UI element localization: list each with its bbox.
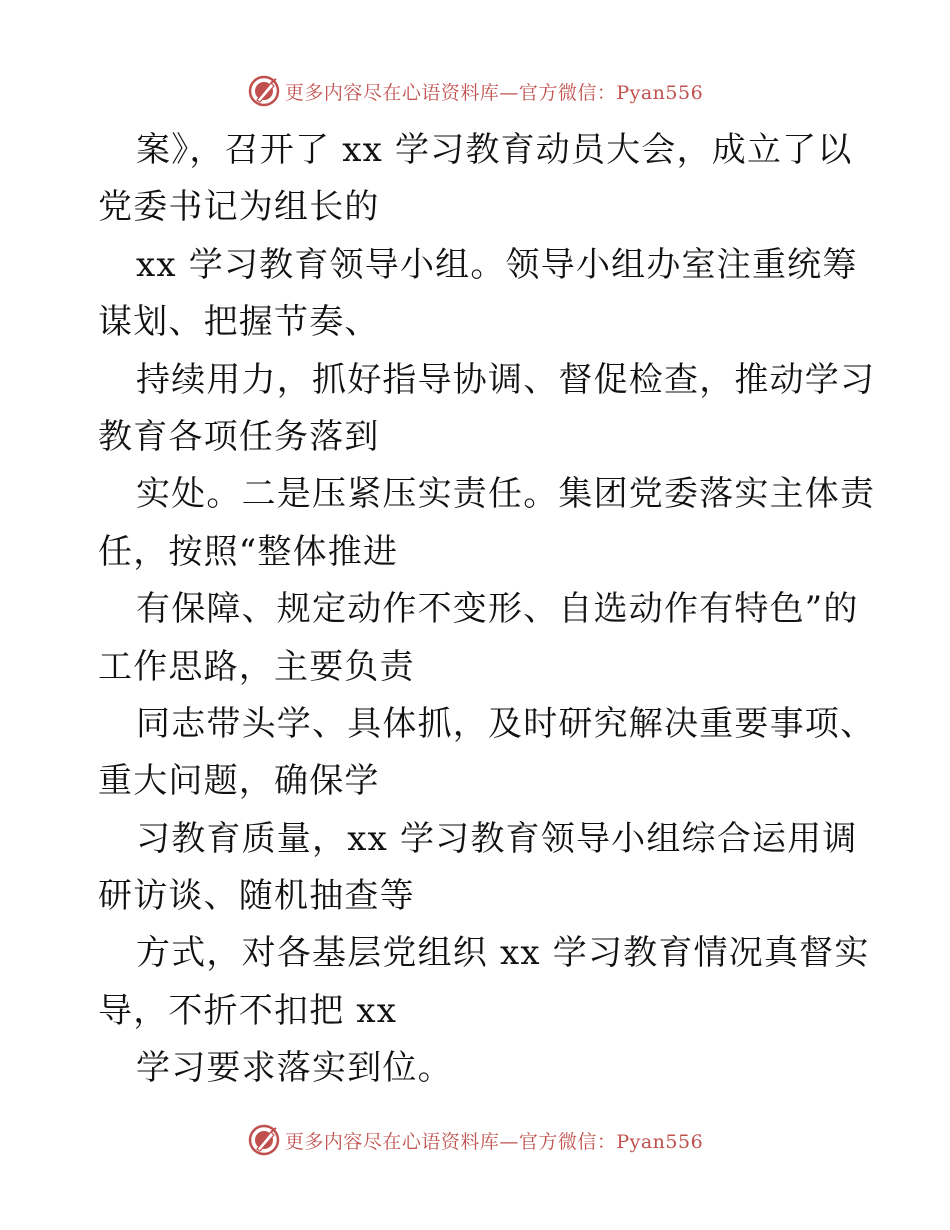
text-line: 任，按照“整体推进 [98,531,399,572]
header-banner [0,71,950,111]
pen-logo-icon [247,1123,281,1157]
text-line: 有保障、规定动作不变形、自选动作有特色”的 [136,589,859,630]
text-line: 党委书记为组长的 [98,187,380,228]
text-line: 方式，对各基层党组织 xx 学习教育情况真督实 [136,933,870,974]
text-line: 持续用力，抓好指导协调、督促检查，推动学习 [136,359,876,400]
text-line: 教育各项任务落到 [98,416,380,457]
text-line: 研访谈、随机抽查等 [98,876,415,917]
text-line: 导，不折不扣把 xx [98,990,398,1031]
text-line: 谋划、把握节奏、 [98,302,380,343]
text-line: xx 学习教育领导小组。领导小组办室注重统筹 [136,244,858,285]
footer-banner [0,1120,950,1160]
text-line: 工作思路，主要负责 [98,646,415,687]
text-line: 重大问题，确保学 [98,761,380,802]
text-line: 实处。二是压紧压实责任。集团党委落实主体责 [136,474,876,515]
text-line: 学习要求落实到位。 [136,1048,453,1089]
text-line: 同志带头学、具体抓，及时研究解决重要事项、 [136,703,876,744]
text-line: 习教育质量，xx 学习教育领导小组综合运用调 [136,818,858,859]
body-text [98,122,876,1098]
header-banner-text: 更多内容尽在心语资料库—官方微信：Pyan556 [284,81,704,104]
pen-logo-icon [247,74,281,108]
text-line: 案》，召开了 xx 学习教育动员大会，成立了以 [136,130,853,170]
footer-banner-text: 更多内容尽在心语资料库—官方微信：Pyan556 [284,1130,704,1153]
